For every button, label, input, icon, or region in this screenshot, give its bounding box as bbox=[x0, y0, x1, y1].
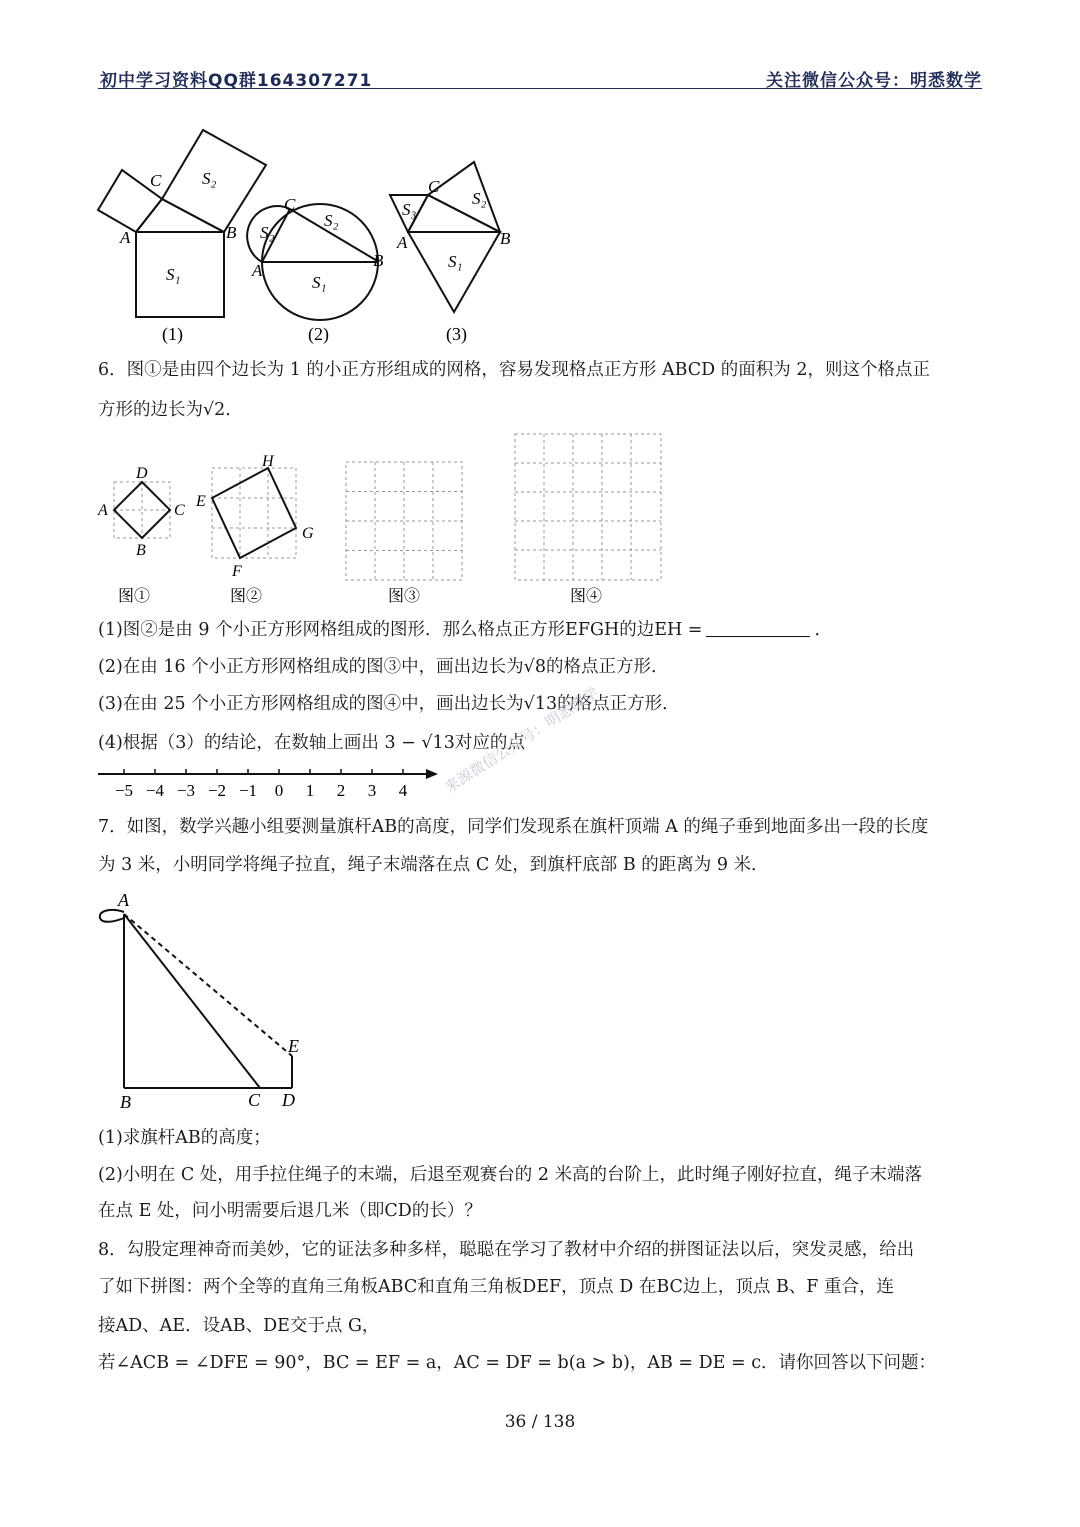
flag-label-d: D bbox=[282, 1090, 295, 1110]
f2-caption: (2) bbox=[308, 324, 329, 344]
f2-label-c: C bbox=[284, 195, 296, 214]
q6-p2: (2)在由 16 个小正方形网格组成的图③中，画出边长为√8的格点正方形． bbox=[98, 657, 669, 677]
number-line-label: 1 bbox=[305, 781, 315, 800]
number-line-label: 2 bbox=[336, 781, 346, 800]
f2-area-s2b: S₂ bbox=[260, 223, 275, 242]
f1-label-c: C bbox=[150, 171, 162, 190]
header-right: 关注微信公众号：明悉数学 bbox=[766, 71, 982, 91]
f2-label-a: A bbox=[252, 261, 263, 280]
g1-label-b: B bbox=[136, 542, 146, 559]
f3-caption: (3) bbox=[446, 324, 467, 344]
q6-p1: (1)图②是由 9 个小正方形网格组成的图形．那么格点正方形EFGH的边EH = ． bbox=[98, 620, 832, 640]
grid-figures bbox=[90, 428, 680, 613]
flagpole-figure bbox=[92, 888, 322, 1118]
number-line bbox=[94, 764, 444, 804]
q7-p2a: (2)小明在 C 处，用手拉住绳子的末端，后退至观赛台的 2 米高的台阶上，此时绳子刚好拉直，绳子末端落 bbox=[98, 1165, 923, 1185]
number-line-label: −4 bbox=[145, 781, 165, 800]
f2-area-s1: S₁ bbox=[312, 273, 327, 292]
number-line-label: 3 bbox=[367, 781, 377, 800]
f3-area-s1: S₁ bbox=[448, 252, 463, 271]
f3-label-b: B bbox=[500, 229, 511, 248]
g3-caption: 图③ bbox=[388, 588, 421, 605]
flag-label-b: B bbox=[120, 1092, 131, 1112]
f3-label-a: A bbox=[397, 233, 408, 252]
number-line-label: −3 bbox=[176, 781, 196, 800]
q8-line3: 接AD、AE．设AB、DE交于点 G， bbox=[98, 1316, 380, 1336]
q6-line2: 方形的边长为√2． bbox=[98, 400, 243, 420]
g2-label-f: F bbox=[232, 563, 242, 580]
q8-line2: 了如下拼图：两个全等的直角三角板ABC和直角三角板DEF，顶点 D 在BC边上，顶点 B、F 重合，连 bbox=[98, 1277, 895, 1297]
watermark: 来源微信公众号：明悉数学 bbox=[441, 683, 602, 797]
q6-line1: 6．图①是由四个边长为 1 的小正方形组成的网格，容易发现格点正方形 ABCD 的面积为 2，则这个格点正 bbox=[98, 360, 930, 380]
g2-caption: 图② bbox=[230, 588, 263, 605]
q8-line4: 若∠ACB = ∠DFE = 90°，BC = EF = a，AC = DF = b(a > b)，AB = DE = c．请你回答以下问题： bbox=[98, 1353, 936, 1373]
q7-p2b: 在点 E 处，问小明需要后退几米（即CD的长）？ bbox=[98, 1201, 482, 1221]
f2-label-b: B bbox=[373, 251, 384, 270]
g2-label-g: G bbox=[302, 525, 314, 542]
number-line-label: 0 bbox=[274, 781, 284, 800]
g1-label-a: A bbox=[98, 502, 108, 519]
number-line-label: −2 bbox=[207, 781, 227, 800]
f3-label-c: C bbox=[428, 177, 440, 196]
f2-area-s2a: S₂ bbox=[324, 211, 339, 230]
flag-label-a: A bbox=[118, 890, 129, 910]
g2-label-h: H bbox=[262, 453, 274, 470]
page-number: 36 / 138 bbox=[504, 1412, 576, 1432]
q6-p3: (3)在由 25 个小正方形网格组成的图④中，画出边长为√13的格点正方形． bbox=[98, 694, 680, 714]
number-line-label: −5 bbox=[114, 781, 134, 800]
f1-label-a: A bbox=[120, 228, 131, 247]
g1-label-c: C bbox=[174, 502, 185, 519]
flag-label-e: E bbox=[288, 1036, 299, 1056]
q7-p1: (1)求旗杆AB的高度； bbox=[98, 1128, 271, 1148]
f1-label-b: B bbox=[226, 223, 237, 242]
flag-label-c: C bbox=[248, 1090, 261, 1110]
g1-label-d: D bbox=[136, 465, 148, 482]
q6-p4: (4)根据（3）的结论，在数轴上画出 3 − √13对应的点 bbox=[98, 733, 525, 753]
f1-area-s2: S₂ bbox=[202, 169, 217, 188]
header-left: 初中学习资料QQ群164307271 bbox=[100, 71, 373, 91]
g2-label-e: E bbox=[196, 493, 206, 510]
pythagoras-figures bbox=[90, 120, 530, 350]
q8-line1: 8．勾股定理神奇而美妙，它的证法多种多样，聪聪在学习了教材中介绍的拼图证法以后，突发灵感，给出 bbox=[98, 1240, 915, 1260]
q7-line2: 为 3 米，小明同学将绳子拉直，绳子末端落在点 C 处，到旗杆底部 B 的距离为 9 米． bbox=[98, 855, 769, 875]
f1-area-s1: S₁ bbox=[166, 265, 181, 284]
f3-area-s3: S₃ bbox=[402, 200, 417, 219]
number-line-label: 4 bbox=[398, 781, 408, 800]
f3-area-s2: S₂ bbox=[472, 189, 487, 208]
header-rule bbox=[98, 88, 982, 89]
g4-caption: 图④ bbox=[570, 588, 603, 605]
f1-caption: (1) bbox=[162, 324, 183, 344]
g1-caption: 图① bbox=[118, 588, 151, 605]
number-line-label: −1 bbox=[238, 781, 258, 800]
q7-line1: 7．如图，数学兴趣小组要测量旗杆AB的高度，同学们发现系在旗杆顶端 A 的绳子垂到地面多出一段的长度 bbox=[98, 817, 929, 837]
